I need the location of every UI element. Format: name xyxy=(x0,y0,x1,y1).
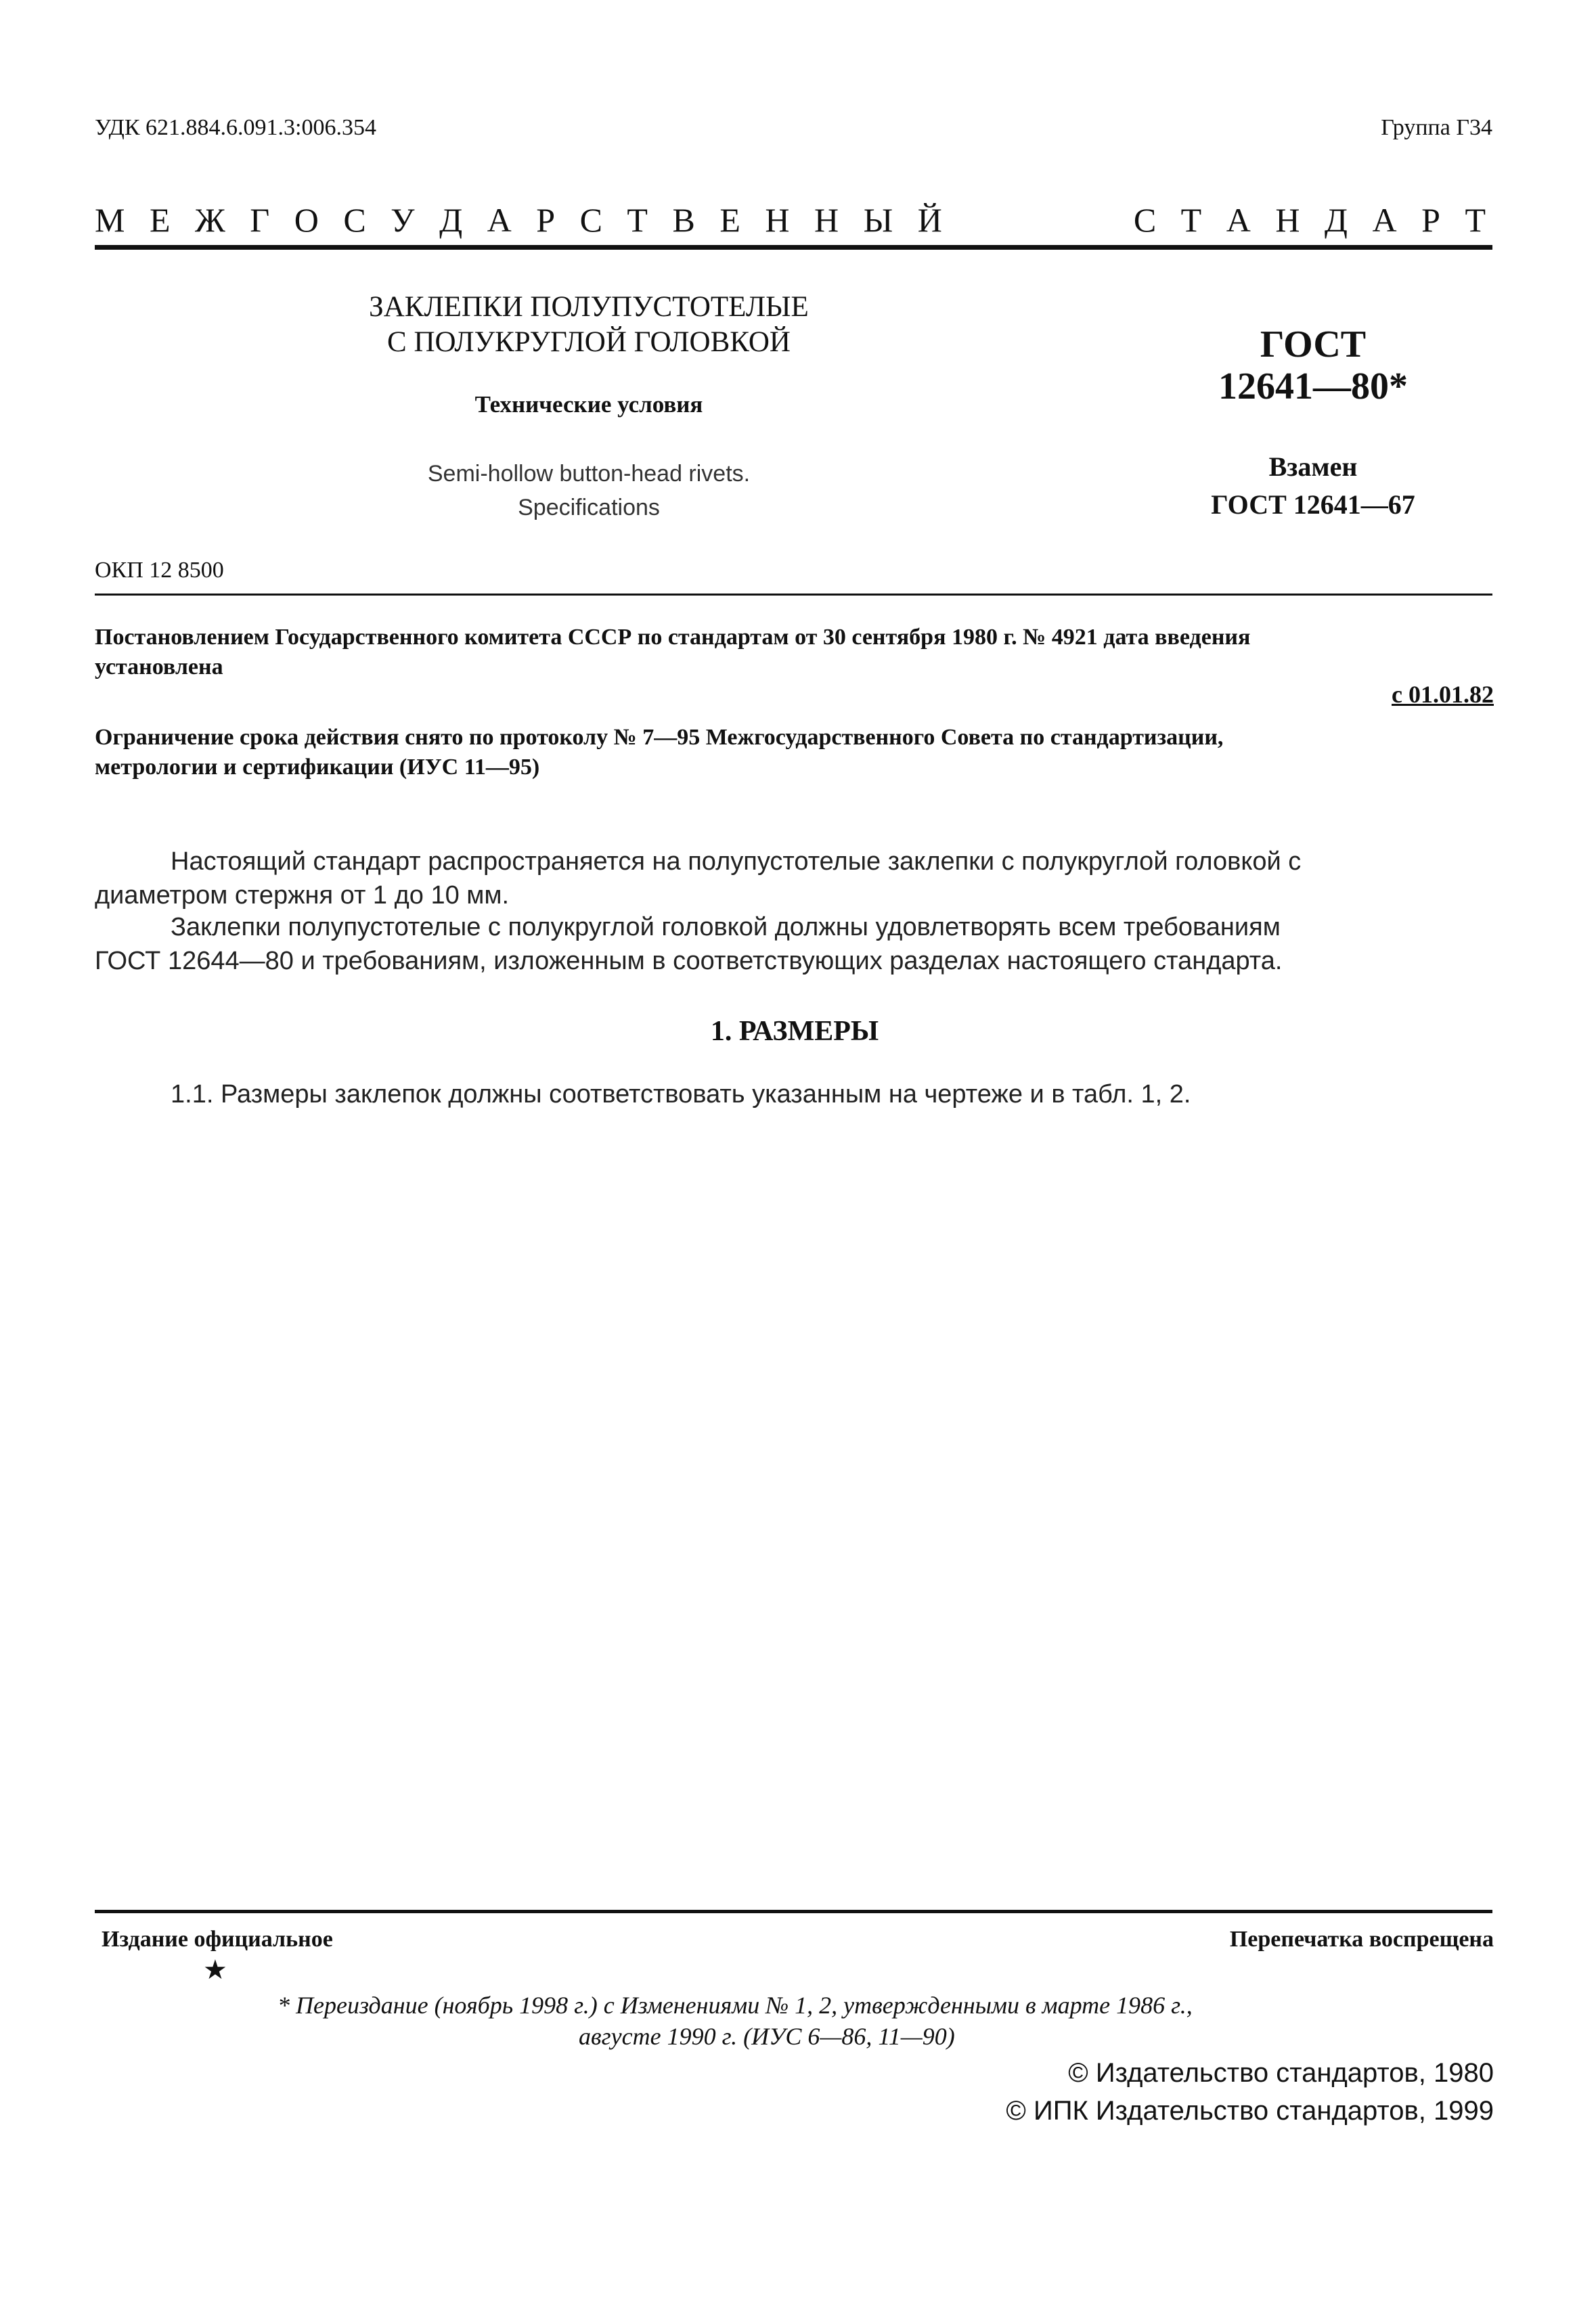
official-edition: Издание официальное xyxy=(102,1927,333,1952)
reissue-note-line1: * Переиздание (ноябрь 1998 г.) с Изменениями № 1, 2, утвержденными в марте 1986 г., xyxy=(278,1992,1193,2019)
okp-rule xyxy=(95,594,1492,596)
paragraph-2 xyxy=(95,910,1282,978)
decree xyxy=(95,623,1494,682)
replace-number: ГОСТ 12641—67 xyxy=(1211,489,1415,520)
gost-number: 12641—80* xyxy=(1218,365,1408,407)
subtitle: Технические условия xyxy=(474,391,703,418)
decree-date: с 01.01.82 xyxy=(1392,681,1494,708)
title-line2: С ПОЛУКРУГЛОЙ ГОЛОВКОЙ xyxy=(387,326,791,358)
title-line1: ЗАКЛЕПКИ ПОЛУПУСТОТЕЛЫЕ xyxy=(369,291,809,323)
group-code: Группа Г34 xyxy=(1381,115,1492,140)
okp-code: ОКП 12 8500 xyxy=(95,558,224,583)
gost-label: ГОСТ xyxy=(1260,323,1367,365)
udk-code: УДК 621.884.6.091.3:006.354 xyxy=(95,115,376,140)
replace-label: Взамен xyxy=(1268,451,1358,482)
section-item-1-1: 1.1. Размеры заклепок должны соответствовать указанным на чертеже и в табл. 1, 2. xyxy=(171,1080,1191,1109)
gost-block xyxy=(1171,323,1455,407)
star-icon: ★ xyxy=(203,1954,227,1986)
restriction-line1: Ограничение срока действия снято по протоколу № 7—95 Межгосударственного Совета по стандартизации, xyxy=(95,725,1224,750)
english-title-line2: Specifications xyxy=(518,495,660,520)
english-title xyxy=(311,457,866,524)
reprint-prohibited: Перепечатка воспрещена xyxy=(1229,1927,1494,1952)
banner-right: С Т А Н Д А Р Т xyxy=(1133,201,1494,239)
english-title-line1: Semi-hollow button-head rivets. xyxy=(427,461,751,487)
decree-line2: установлена xyxy=(95,654,223,679)
paragraph-2-line2: ГОСТ 12644—80 и требованиям, изложенным в соответствующих разделах настоящего стандарта. xyxy=(95,947,1283,975)
paragraph-2-line1: Заклепки полупустотелые с полукруглой головкой должны удовлетворять всем требованиям xyxy=(171,913,1281,941)
reissue-note-line2: августе 1990 г. (ИУС 6—86, 11—90) xyxy=(579,2023,955,2050)
decree-line1: Постановлением Государственного комитета СССР по стандартам от 30 сентября 1980 г. № 4921 дата введения xyxy=(95,625,1251,650)
title-block xyxy=(311,290,866,360)
banner-rule xyxy=(95,245,1492,250)
banner-left: М Е Ж Г О С У Д А Р С Т В Е Н Н Ы Й xyxy=(95,201,950,239)
replace-block xyxy=(1171,448,1455,524)
footer-rule xyxy=(95,1910,1492,1913)
section-heading: 1. РАЗМЕРЫ xyxy=(710,1016,879,1047)
paragraph-1 xyxy=(95,845,1301,912)
restriction xyxy=(95,723,1494,782)
restriction-line2: метрологии и сертификации (ИУС 11—95) xyxy=(95,755,540,780)
copyright-block xyxy=(1006,2054,1494,2130)
reissue-note xyxy=(278,1990,1193,2052)
copyright-1980: © Издательство стандартов, 1980 xyxy=(1068,2058,1494,2088)
copyright-1999: © ИПК Издательство стандартов, 1999 xyxy=(1006,2096,1494,2126)
paragraph-1-line2: диаметром стержня от 1 до 10 мм. xyxy=(95,881,510,910)
paragraph-1-line1: Настоящий стандарт распространяется на полупустотелые заклепки с полукруглой головкой с xyxy=(171,847,1302,876)
